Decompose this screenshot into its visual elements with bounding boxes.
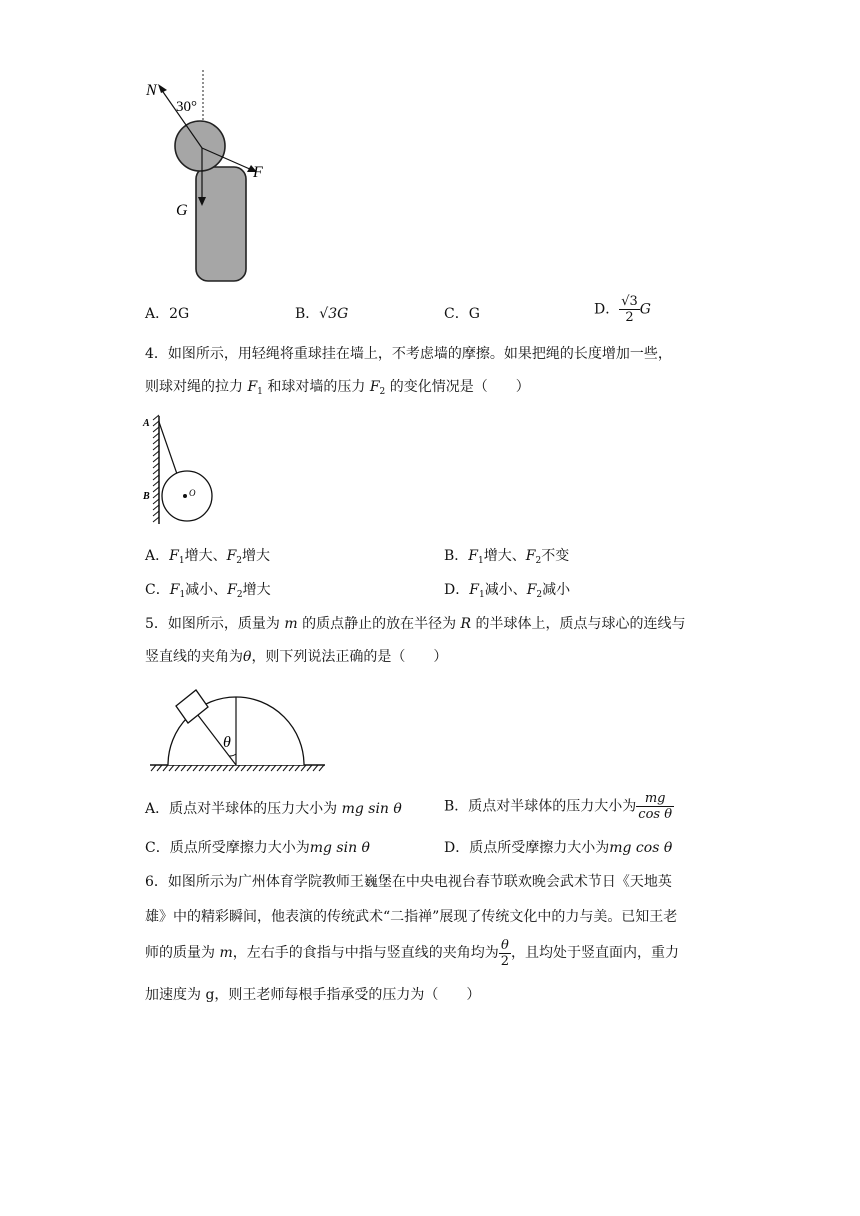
q3-label-n: N [146, 82, 157, 99]
q4-stem-line2: 则球对绳的拉力 $F_1$ 和球对墙的压力 $F_2$ 的变化情况是（ ） [145, 379, 530, 397]
q6-stem-line4: 加速度为 g，则王老师每根手指承受的压力为（ ） [145, 987, 481, 1003]
option-label: C． [444, 306, 469, 322]
q5-stem-line2: 竖直线的夹角为θ，则下列说法正确的是（ ） [145, 649, 448, 665]
q4-label-a: A [143, 418, 150, 429]
q3-figure [140, 64, 280, 289]
option-label: D． [594, 301, 620, 318]
q4-option-c[interactable]: C．$F_1$减小、$F_2$增大 [145, 582, 271, 600]
q3-label-f: F [253, 164, 263, 181]
option-text: G [468, 306, 480, 322]
option-text: 2G [169, 306, 190, 322]
q4-label-o: O [189, 488, 196, 498]
option-text: G [639, 301, 651, 318]
q6-fraction: $\frac{\theta}{2}$ [500, 937, 510, 969]
q5-ground-hatching [151, 765, 324, 771]
q3-n-arrowhead [158, 84, 167, 93]
option-fraction: $\frac{√3}{2}$ [621, 294, 638, 325]
q3-option-c[interactable] [444, 304, 480, 324]
q4-option-a[interactable]: A．$F_1$增大、$F_2$增大 [145, 548, 271, 566]
q4-rope [159, 422, 177, 474]
q5-figure [145, 682, 330, 777]
q4-option-b[interactable]: B．$F_1$增大、$F_2$不变 [444, 548, 570, 566]
option-fraction: $\frac{mg}{\text{cos θ}}$ [638, 791, 673, 822]
q3-label-g: G [176, 202, 188, 219]
q3-option-b[interactable] [295, 304, 348, 324]
q5-label-theta: θ [223, 734, 231, 751]
q5-stem-line1: 5．如图所示，质量为 m 的质点静止的放在半径为 R 的半球体上，质点与球心的连线与 [145, 616, 686, 632]
q6-stem-line3: 师的质量为 m，左右手的食指与中指与竖直线的夹角均为 $\frac{\theta}{2}$ ，且均处于竖直面内，重力 [145, 937, 680, 969]
q3-body-shape [196, 167, 246, 281]
q6-stem-line2: 雄》中的精彩瞬间，他表演的传统武术“二指禅”展现了传统文化中的力与美。已知王老 [145, 909, 678, 925]
q3-option-d[interactable] [594, 294, 651, 325]
q5-option-d[interactable]: D．质点所受摩擦力大小为mg cos θ [444, 840, 673, 856]
q3-label-angle: 30° [176, 99, 197, 115]
q5-option-b[interactable]: B．质点对半球体的压力大小为 $\frac{mg}{\text{cos θ}}$ [444, 791, 673, 822]
q5-option-a[interactable]: A．质点对半球体的压力大小为 mg sin θ [145, 801, 402, 817]
q4-stem-line1: 4．如图所示，用轻绳将重球挂在墙上，不考虑墙的摩擦。如果把绳的长度增加一些， [145, 346, 672, 362]
q6-stem-line1: 6．如图所示为广州体育学院教师王巍堡在中央电视台春节联欢晚会武术节日《天地英 [145, 874, 672, 890]
option-label: B． [295, 306, 320, 322]
q4-wall-hatching [153, 415, 159, 522]
q5-option-c[interactable]: C．质点所受摩擦力大小为mg sin θ [145, 840, 370, 856]
q4-option-d[interactable]: D．$F_1$减小、$F_2$减小 [444, 582, 571, 600]
option-label: A． [145, 306, 170, 322]
q4-figure [140, 412, 230, 530]
option-text: √3G [319, 306, 349, 322]
q4-label-b: B [143, 491, 150, 502]
q3-option-a[interactable] [145, 304, 189, 324]
